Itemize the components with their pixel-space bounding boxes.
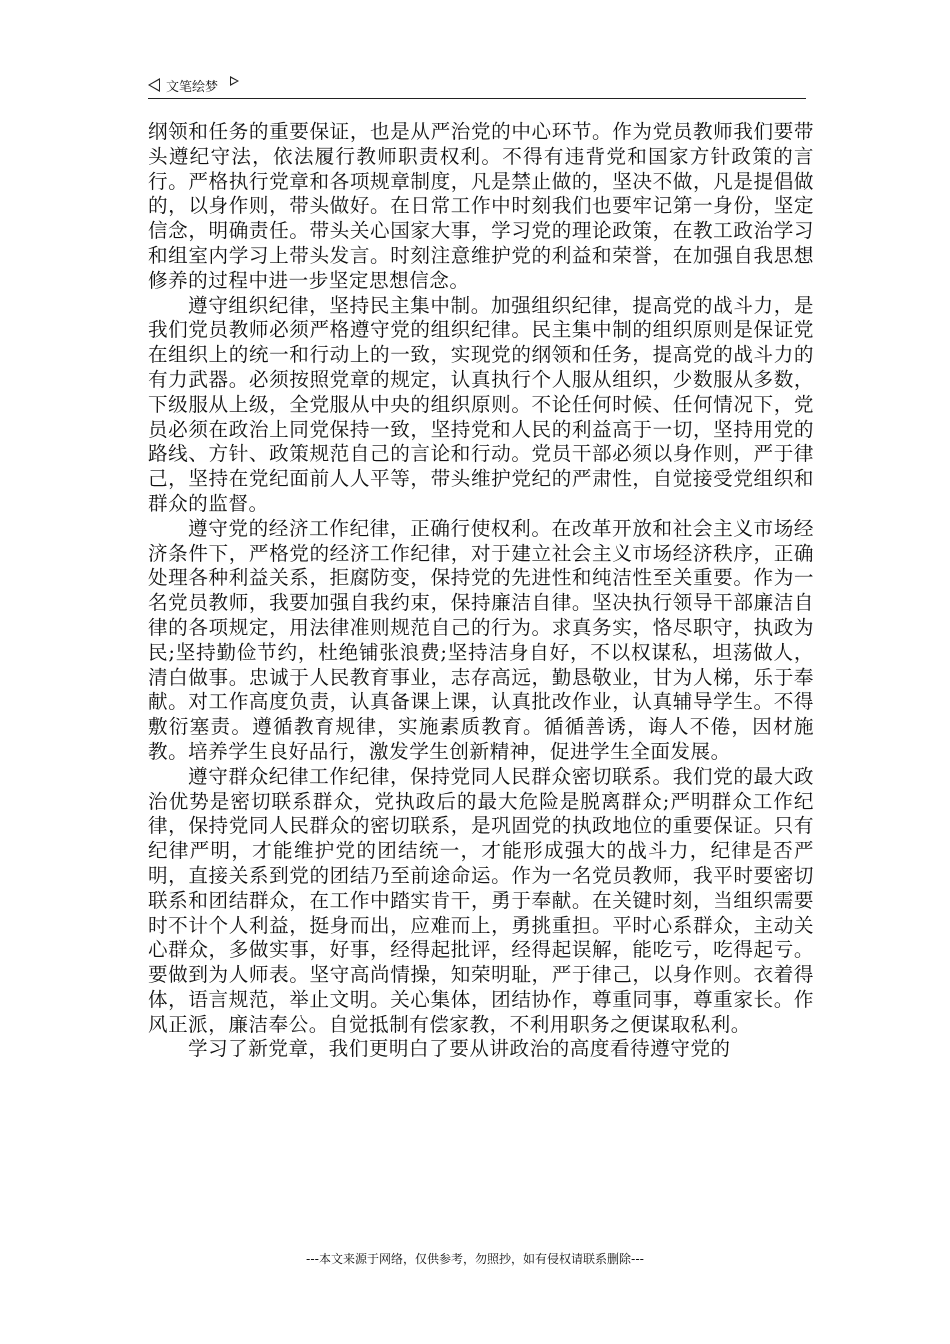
paragraph-mass-discipline: 遵守群众纪律工作纪律，保持党同人民群众密切联系。我们党的最大政治优势是密切联系群众，党执政后的最大危险是脱离群众;严明群众工作纪律，保持党同人民群众的密切联系，是巩固党的执政地位的重要保证。只有纪律严明，才能维护党的团结统一，才能形成强大的战斗力，纪律是否严明，直接关系到党的团结乃至前途命运。作为一名党员教师，我平时要密切联系和团结群众，在工作中踏实肯干，勇于奉献。在关键时刻，当组织需要时不计个人利益，挺身而出，应难而上，勇挑重担。平时心系群众，主动关心群众，多做实事，好事，经得起批评，经得起误解，能吃亏，吃得起亏。要做到为人师表。坚守高尚情操，知荣明耻，严于律己，以身作则。衣着得体，语言规范，举止文明。关心集体，团结协作，尊重同事，尊重家长。作风正派，廉洁奉公。自觉抵制有偿家教，不利用职务之便谋取私利。 <box>148 764 814 1036</box>
header-brand: 文笔绘梦 <box>166 79 219 95</box>
document-body <box>148 120 814 1062</box>
page-footer-notice: ---本文来源于网络，仅供参考，勿照抄，如有侵权请联系删除--- <box>306 1252 644 1266</box>
paragraph-conclusion-start: 学习了新党章，我们更明白了要从讲政治的高度看待遵守党的 <box>188 1037 731 1061</box>
triangle-left-icon <box>148 78 160 92</box>
paragraph-continued: 纲领和任务的重要保证，也是从严治党的中心环节。作为党员教师我们要带头遵纪守法，依法履行教师职责权利。不得有违背党和国家方针政策的言行。严格执行党章和各项规章制度，凡是禁止做的，坚决不做，凡是提倡做的，以身作则，带头做好。在日常工作中时刻我们也要牢记第一身份，坚定信念，明确责任。带头关心国家大事，学习党的理论政策，在教工政治学习和组室内学习上带头发言。时刻注意维护党的利益和荣誉，在加强自我思想修养的过程中进一步坚定思想信念。 <box>148 120 814 292</box>
paragraph-organization-discipline: 遵守组织纪律，坚持民主集中制。加强组织纪律，提高党的战斗力，是我们党员教师必须严格遵守党的组织纪律。民主集中制的组织原则是保证党在组织上的统一和行动上的一致，实现党的纲领和任务，提高党的战斗力的有力武器。必须按照党章的规定，认真执行个人服从组织，少数服从多数，下级服从上级，全党服从中央的组织原则。不论任何时候、任何情况下，党员必须在政治上同党保持一致，坚持党和人民的利益高于一切，坚持用党的路线、方针、政策规范自己的言论和行动。党员干部必须以身作则，严于律己，坚持在党纪面前人人平等，带头维护党纪的严肃性，自觉接受党组织和群众的监督。 <box>148 293 814 515</box>
paragraph-economic-discipline: 遵守党的经济工作纪律，正确行使权利。在改革开放和社会主义市场经济条件下，严格党的经济工作纪律，对于建立社会主义市场经济秩序，正确处理各种利益关系，拒腐防变，保持党的先进性和纯洁性至关重要。作为一名党员教师，我要加强自我约束，保持廉洁自律。坚决执行领导干部廉洁自律的各项规定，用法律准则规范自己的行为。求真务实，恪尽职守，执政为民;坚持勤俭节约，杜绝铺张浪费;坚持洁身自好，不以权谋私，坦荡做人，清白做事。忠诚于人民教育事业，志存高远，勤恳敬业，甘为人梯，乐于奉献。对工作高度负责，认真备课上课，认真批改作业，认真辅导学生。不得敷衍塞责。遵循教育规律，实施素质教育。循循善诱，诲人不倦，因材施教。培养学生良好品行，激发学生创新精神，促进学生全面发展。 <box>148 516 814 763</box>
triangle-right-icon <box>230 76 239 86</box>
page-header <box>148 72 806 99</box>
